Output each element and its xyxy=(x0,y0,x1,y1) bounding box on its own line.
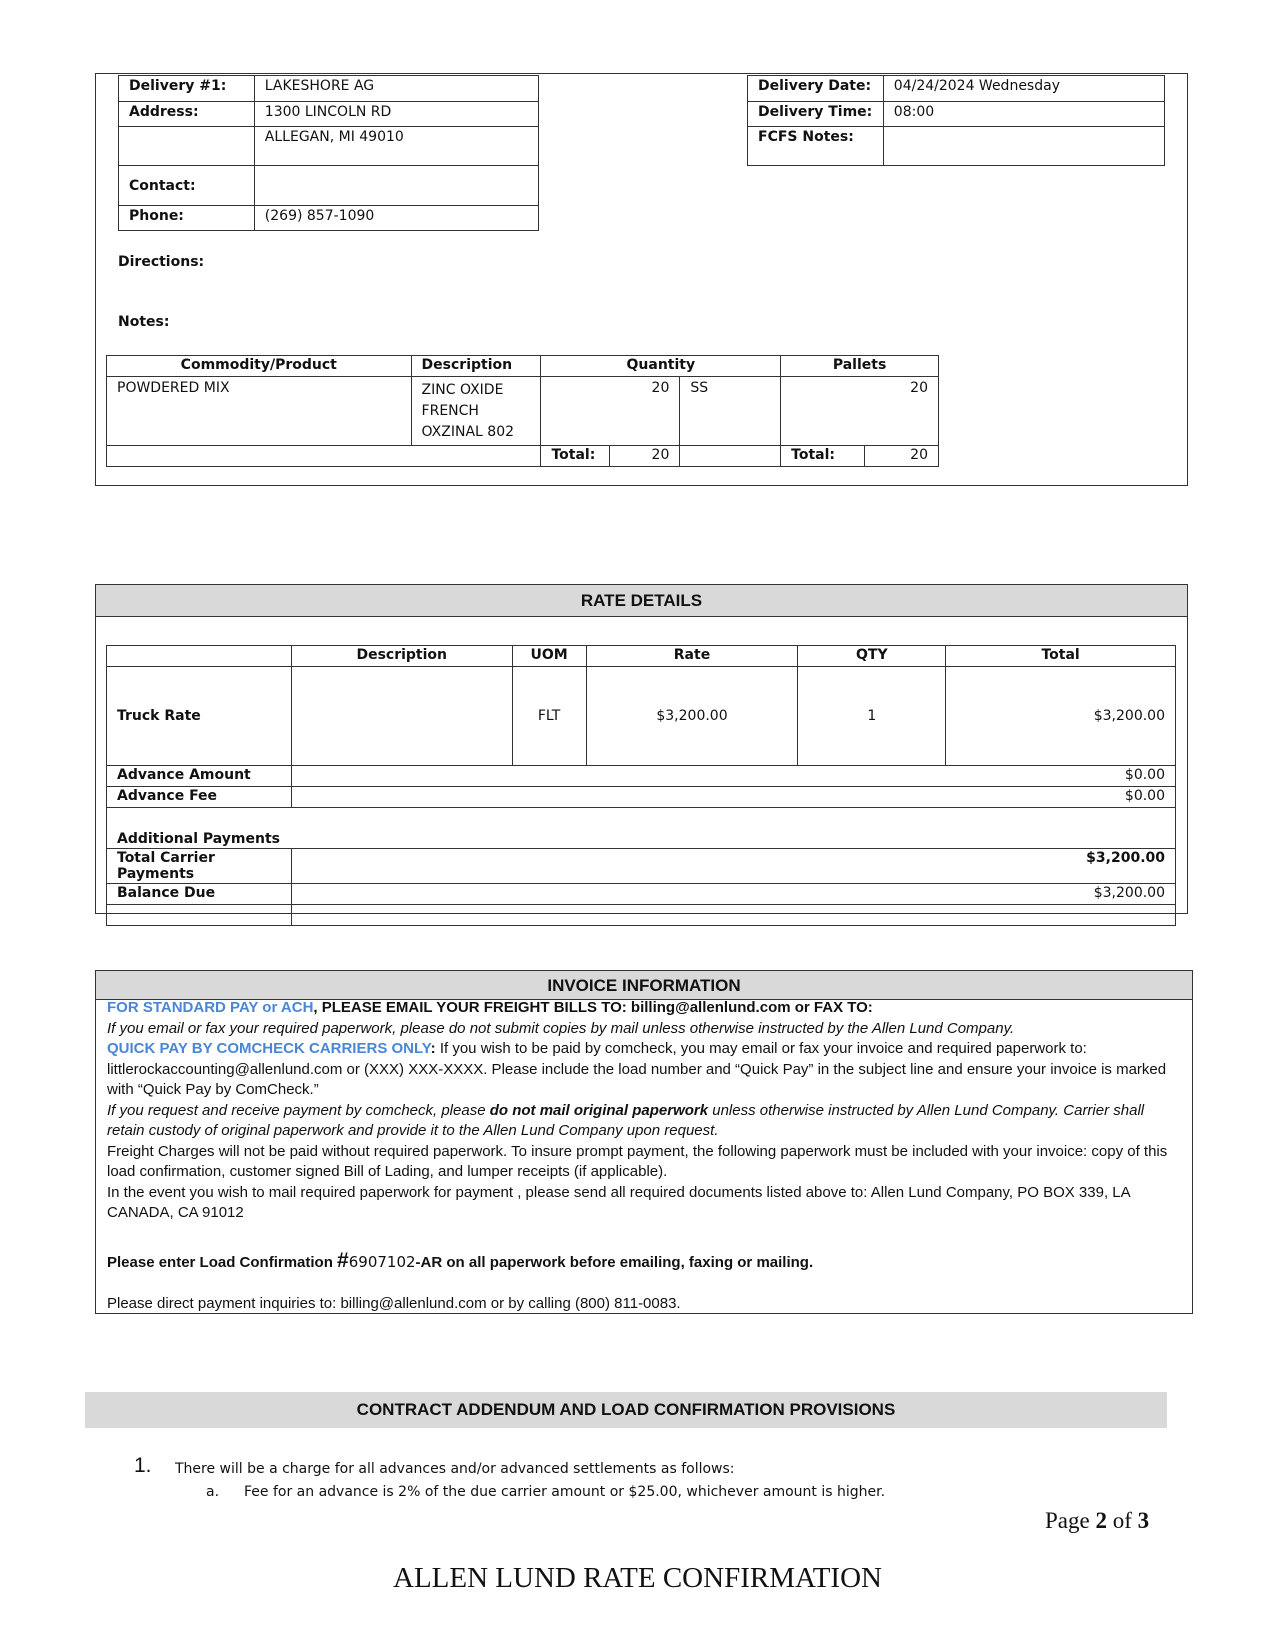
phone-value: (269) 857-1090 xyxy=(254,206,538,231)
item1-number: 1. xyxy=(134,1454,152,1477)
page-total: 3 xyxy=(1137,1508,1150,1533)
truck-rate-label: Truck Rate xyxy=(107,667,292,766)
comcheck-note-c: unless otherwise instructed by Allen Lund Company. Carrier shall retain custody of original paperwork and provide it to the Allen Lund Company upon request. xyxy=(107,1101,1145,1139)
advance-amount: $0.00 xyxy=(291,766,1175,787)
mail-paperwork-note: In the event you wish to mail required paperwork for payment , please send all required documents listed above to: Allen Lund Company, PO BOX 339, LA CANADA, CA 91012 xyxy=(107,1183,1130,1221)
load-confirmation-suffix: -AR on all paperwork before emailing, faxing or mailing. xyxy=(415,1253,814,1271)
delivery-time: 08:00 xyxy=(883,102,1164,127)
delivery-time-label: Delivery Time: xyxy=(748,102,884,127)
payment-inquiries: Please direct payment inquiries to: billing@allenlund.com or by calling (800) 811-0083. xyxy=(107,1295,681,1312)
directions-label: Directions: xyxy=(118,254,205,270)
load-confirmation-line xyxy=(107,1248,1177,1274)
rate-table xyxy=(106,645,1176,926)
col-pallets: Pallets xyxy=(781,356,939,377)
phone-label: Phone: xyxy=(119,206,255,231)
truck-rate-rate: $3,200.00 xyxy=(586,667,798,766)
delivery-address-table xyxy=(118,75,539,231)
truck-rate-qty: 1 xyxy=(798,667,946,766)
total-pallets: 20 xyxy=(865,446,939,467)
commodity-table xyxy=(106,355,939,467)
no-copies-note: If you email or fax your required paperwork, please do not submit copies by mail unless otherwise instructed by the Allen Lund Company. xyxy=(107,1019,1015,1037)
standard-pay-line xyxy=(107,998,1177,1019)
document-title: ALLEN LUND RATE CONFIRMATION xyxy=(393,1562,882,1594)
rate-col-rate: Rate xyxy=(586,646,798,667)
page-of: of xyxy=(1106,1508,1138,1533)
contract-title: CONTRACT ADDENDUM AND LOAD CONFIRMATION PROVISIONS xyxy=(85,1392,1167,1428)
quick-pay-colon: : xyxy=(430,1040,436,1057)
balance-due: $3,200.00 xyxy=(291,884,1175,905)
commodity-qty: 20 xyxy=(541,377,680,446)
item1a-text: Fee for an advance is 2% of the due carrier amount or $25.00, whichever amount is higher. xyxy=(244,1484,886,1500)
standard-pay-label: FOR STANDARD PAY or ACH xyxy=(107,999,314,1016)
load-confirmation-text: Please enter Load Confirmation xyxy=(107,1253,338,1271)
desc-line: ZINC OXIDE xyxy=(421,382,504,398)
invoice-title: INVOICE INFORMATION xyxy=(96,971,1192,1000)
invoice-body xyxy=(107,998,1177,1315)
address-line1: 1300 LINCOLN RD xyxy=(254,102,538,127)
rate-title: RATE DETAILS xyxy=(96,585,1187,617)
commodity-product: POWDERED MIX xyxy=(107,377,412,446)
truck-rate-total: $3,200.00 xyxy=(946,667,1176,766)
quick-pay-label: QUICK PAY BY COMCHECK CARRIERS ONLY xyxy=(107,1040,431,1057)
notes-label: Notes: xyxy=(118,314,170,330)
standard-pay-text: , PLEASE EMAIL YOUR FREIGHT BILLS TO: billing@allenlund.com or FAX TO: xyxy=(313,999,873,1016)
delivery-label: Delivery #1: xyxy=(119,76,255,102)
quick-pay-text: If you wish to be paid by comcheck, you may email or fax your invoice and required paperwork to: littlerockaccounting@allenlund.com or (XXX) XXX-XXXX. Please include the load number and “Quick Pay” in the subject line and ensure your invoice is marked with “Quick Pay by ComCheck.” xyxy=(107,1040,1167,1098)
page-indicator xyxy=(1045,1508,1149,1534)
col-description: Description xyxy=(411,356,541,377)
advance-amount-label: Advance Amount xyxy=(107,766,292,787)
commodity-description xyxy=(411,377,541,446)
rate-col-qty: QTY xyxy=(798,646,946,667)
delivery-date-label: Delivery Date: xyxy=(748,76,884,102)
rate-col-uom: UOM xyxy=(512,646,586,667)
truck-rate-description xyxy=(291,667,512,766)
hash-symbol: # xyxy=(337,1248,349,1272)
desc-line: FRENCH xyxy=(421,403,479,419)
comcheck-note xyxy=(107,1101,1177,1142)
additional-payments-label: Additional Payments xyxy=(107,808,1176,849)
balance-due-label: Balance Due xyxy=(107,884,292,905)
delivery-date-table xyxy=(747,75,1165,166)
quick-pay-line xyxy=(107,1039,1177,1101)
desc-line: OXZINAL 802 xyxy=(421,424,515,440)
delivery-name: LAKESHORE AG xyxy=(254,76,538,102)
item1-text: There will be a charge for all advances and/or advanced settlements as follows: xyxy=(175,1461,735,1477)
total-carrier-label: Total Carrier Payments xyxy=(107,849,292,884)
delivery-date: 04/24/2024 Wednesday xyxy=(883,76,1164,102)
commodity-pallets: 20 xyxy=(781,377,939,446)
address-line2: ALLEGAN, MI 49010 xyxy=(254,127,538,166)
col-commodity: Commodity/Product xyxy=(107,356,412,377)
comcheck-note-bold: do not mail original paperwork xyxy=(489,1101,709,1119)
total-qty-label: Total: xyxy=(541,446,610,467)
commodity-qty-unit: SS xyxy=(680,377,781,446)
contact-label: Contact: xyxy=(119,166,255,206)
advance-fee-label: Advance Fee xyxy=(107,787,292,808)
comcheck-note-a: If you request and receive payment by comcheck, please xyxy=(107,1101,490,1119)
total-qty: 20 xyxy=(610,446,680,467)
freight-charges-note: Freight Charges will not be paid without required paperwork. To insure prompt payment, the following paperwork must be included with your invoice: copy of this load confirmation, customer signed Bill of Lading, and lumper receipts (if applicable). xyxy=(107,1142,1168,1180)
contact-value xyxy=(254,166,538,206)
fcfs-label: FCFS Notes: xyxy=(748,127,884,166)
page-number: 2 xyxy=(1095,1508,1107,1533)
total-pallets-label: Total: xyxy=(781,446,865,467)
rate-col-total: Total xyxy=(946,646,1176,667)
item1a-letter: a. xyxy=(206,1484,220,1500)
load-confirmation-number: 6907102 xyxy=(348,1252,416,1271)
col-quantity: Quantity xyxy=(541,356,781,377)
address-label: Address: xyxy=(119,102,255,127)
advance-fee: $0.00 xyxy=(291,787,1175,808)
rate-col-description: Description xyxy=(291,646,512,667)
page-label: Page xyxy=(1045,1508,1096,1533)
truck-rate-uom: FLT xyxy=(512,667,586,766)
fcfs-value xyxy=(883,127,1164,166)
total-carrier-payments: $3,200.00 xyxy=(291,849,1175,884)
